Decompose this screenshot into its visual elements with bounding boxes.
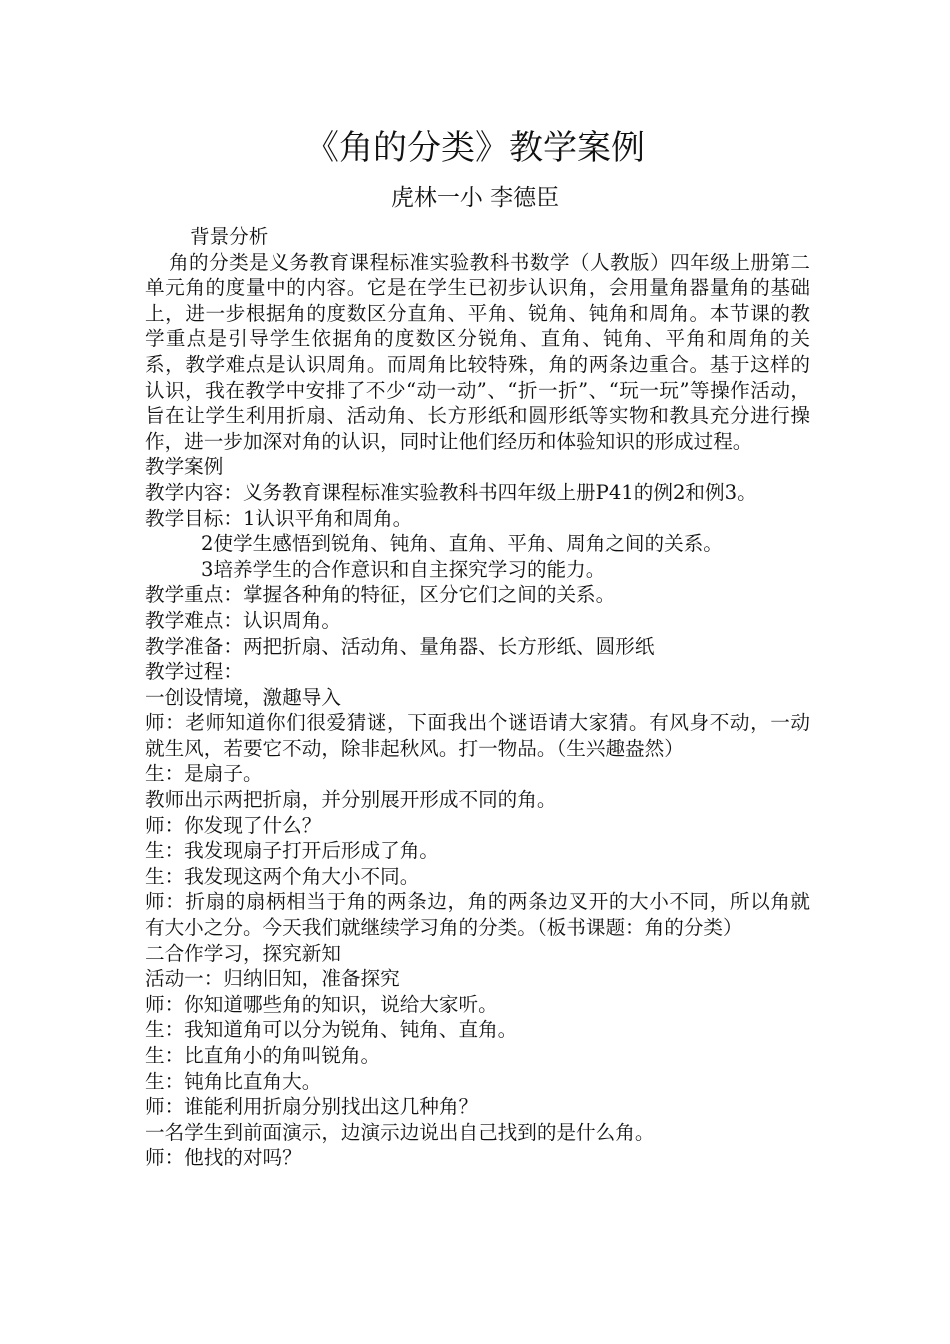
background-heading: 背景分析 [190,225,269,248]
process-line: 二合作学习，探究新知 [145,941,341,965]
process-line: 教师出示两把折扇，并分别展开形成不同的角。 [145,788,557,812]
teaching-key-point: 教学重点：掌握各种角的特征，区分它们之间的关系。 [145,583,616,607]
process-line: 生：我发现扇子打开后形成了角。 [145,839,439,863]
process-line: 生：我发现这两个角大小不同。 [145,864,420,888]
document-title: 《角的分类》教学案例 [305,128,645,168]
teaching-content: 教学内容：义务教育课程标准实验教科书四年级上册P41的例2和例3。 [145,480,757,504]
process-line: 活动一：归纳旧知，准备探究 [145,967,400,991]
process-line: 师：老师知道你们很爱猜谜，下面我出个谜语请大家猜。有风身不动，一动就生风，若要它不动，除非起秋风。打一物品。（生兴趣盎然） [145,711,810,760]
teaching-goal-3: 3培养学生的合作意识和自主探究学习的能力。 [201,557,606,581]
author-line: 虎林一小 李德臣 [390,185,560,211]
process-heading: 教学过程： [145,660,243,684]
teaching-goal-2: 2使学生感悟到锐角、钝角、直角、平角、周角之间的关系。 [201,532,723,556]
case-heading: 教学案例 [145,455,224,479]
process-line: 师：你发现了什么？ [145,813,322,837]
process-line: 师：他找的对吗？ [145,1146,302,1170]
document-body [145,224,810,1171]
process-line: 生：我知道角可以分为锐角、钝角、直角。 [145,1018,518,1042]
process-line: 师：折扇的扇柄相当于角的两条边，角的两条边叉开的大小不同，所以角就有大小之分。今天我们就继续学习角的分类。（板书课题：角的分类） [145,890,810,940]
process-line: 一名学生到前面演示，边演示边说出自己找到的是什么角。 [145,1120,655,1144]
teaching-difficulty: 教学难点：认识周角。 [145,608,341,632]
process-line: 师：你知道哪些角的知识，说给大家听。 [145,992,498,1016]
process-line: 一创设情境，激趣导入 [145,685,341,709]
process-line: 生：比直角小的角叫锐角。 [145,1044,381,1067]
teaching-goal-1: 教学目标：1认识平角和周角。 [145,506,413,530]
process-line: 生：钝角比直角大。 [145,1069,322,1093]
teaching-preparation: 教学准备：两把折扇、活动角、量角器、长方形纸、圆形纸 [145,634,655,658]
background-paragraph: 角的分类是义务教育课程标准实验教科书数学（人教版）四年级上册第二单元角的度量中的内容。它是在学生已初步认识角，会用量角器量角的基础上，进一步根据角的度数区分直角、平角、锐角、钝角和周角。本节课的教学重点是引导学生依据角的度数区分锐角、直角、钝角、平角和周角的关系，教学难点是认识周角。而周角比较特殊，角的两条边重合。基于这样的认识，我在教学中安排了不少“动一动”、“折一折”、“玩一玩”等操作活动，旨在让学生利用折扇、活动角、长方形纸和圆形纸等实物和教具充分进行操作，进一步加深对角的认识，同时让他们经历和体验知识的形成过程。 [145,250,810,453]
process-line: 师：谁能利用折扇分别找出这几种角？ [145,1095,479,1119]
process-line: 生：是扇子。 [145,762,263,786]
